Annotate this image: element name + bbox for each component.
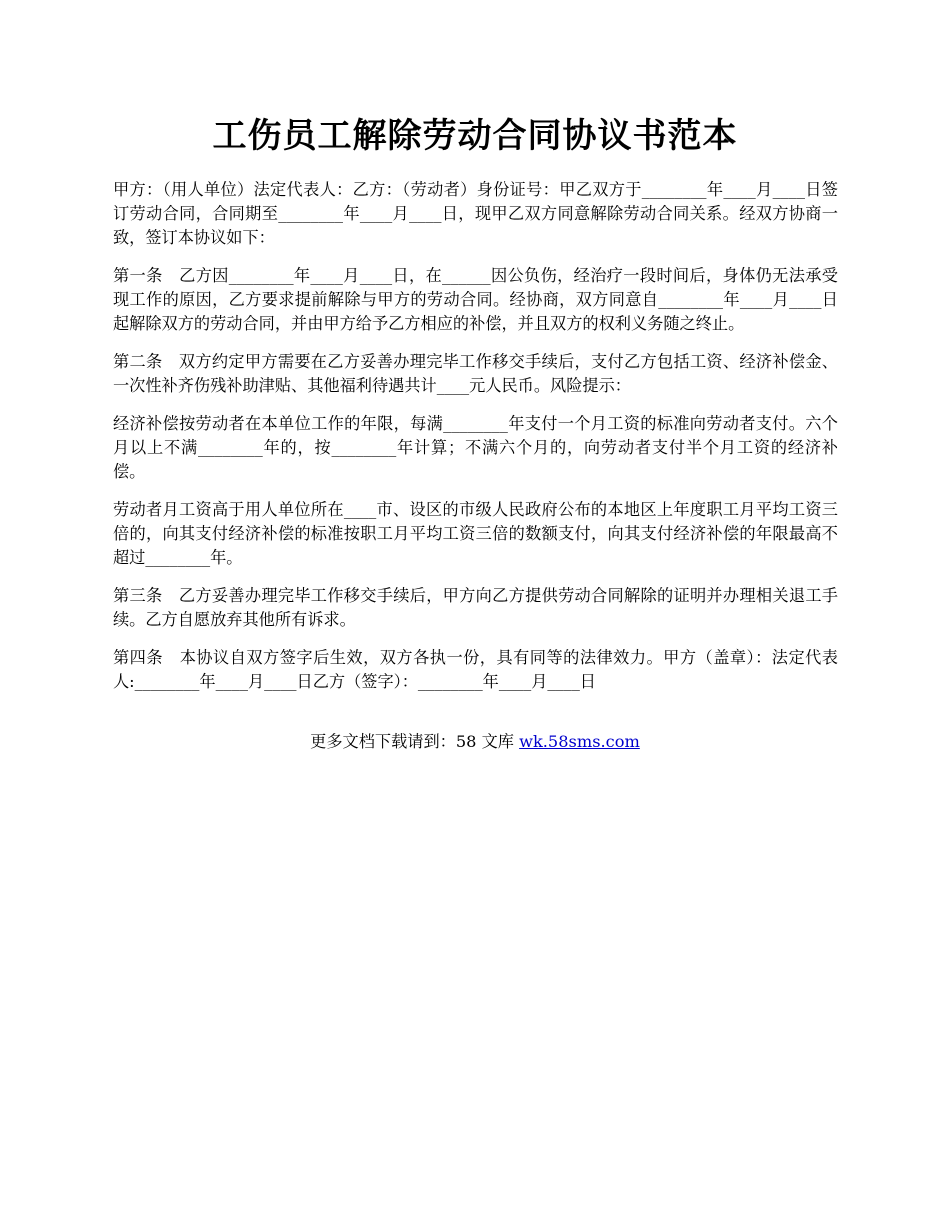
article-4-paragraph: 第四条 本协议自双方签字后生效，双方各执一份，具有同等的法律效力。甲方（盖章）：法定代表人:________年____月____日乙方（签字）：________年____月____日 (113, 648, 838, 691)
footer-link[interactable]: wk.58sms.com (519, 732, 640, 751)
document-body (113, 178, 838, 708)
compensation-paragraph: 经济补偿按劳动者在本单位工作的年限，每满________年支付一个月工资的标准向劳动者支付。六个月以上不满________年的，按________年计算；不满六个月的，向劳动者支付半个月工资的经济补偿。 (113, 414, 838, 481)
download-footer (0, 730, 950, 754)
article-2-paragraph: 第二条 双方约定甲方需要在乙方妥善办理完毕工作移交手续后，支付乙方包括工资、经济补偿金、一次性补齐伤残补助津贴、其他福利待遇共计____元人民币。风险提示： (113, 352, 838, 395)
article-3-paragraph: 第三条 乙方妥善办理完毕工作移交手续后，甲方向乙方提供劳动合同解除的证明并办理相关退工手续。乙方自愿放弃其他所有诉求。 (113, 586, 838, 629)
salary-cap-paragraph: 劳动者月工资高于用人单位所在____市、设区的市级人民政府公布的本地区上年度职工月平均工资三倍的，向其支付经济补偿的标准按职工月平均工资三倍的数额支付，向其支付经济补偿的年限最高不超过________年。 (113, 500, 838, 567)
article-1-paragraph: 第一条 乙方因________年____月____日，在______因公负伤，经治疗一段时间后，身体仍无法承受现工作的原因，乙方要求提前解除与甲方的劳动合同。经协商，双方同意自________年____月____日起解除双方的劳动合同，并由甲方给予乙方相应的补偿，并且双方的权利义务随之终止。 (113, 266, 838, 333)
footer-text: 更多文档下载请到：58 文库 (310, 732, 520, 751)
document-title: 工伤员工解除劳动合同协议书范本 (212, 116, 738, 156)
intro-paragraph: 甲方：（用人单位）法定代表人：乙方：（劳动者）身份证号：甲乙双方于________年____月____日签订劳动合同，合同期至________年____月____日，现甲乙双方同意解除劳动合同关系。经双方协商一致，签订本协议如下： (113, 180, 838, 247)
